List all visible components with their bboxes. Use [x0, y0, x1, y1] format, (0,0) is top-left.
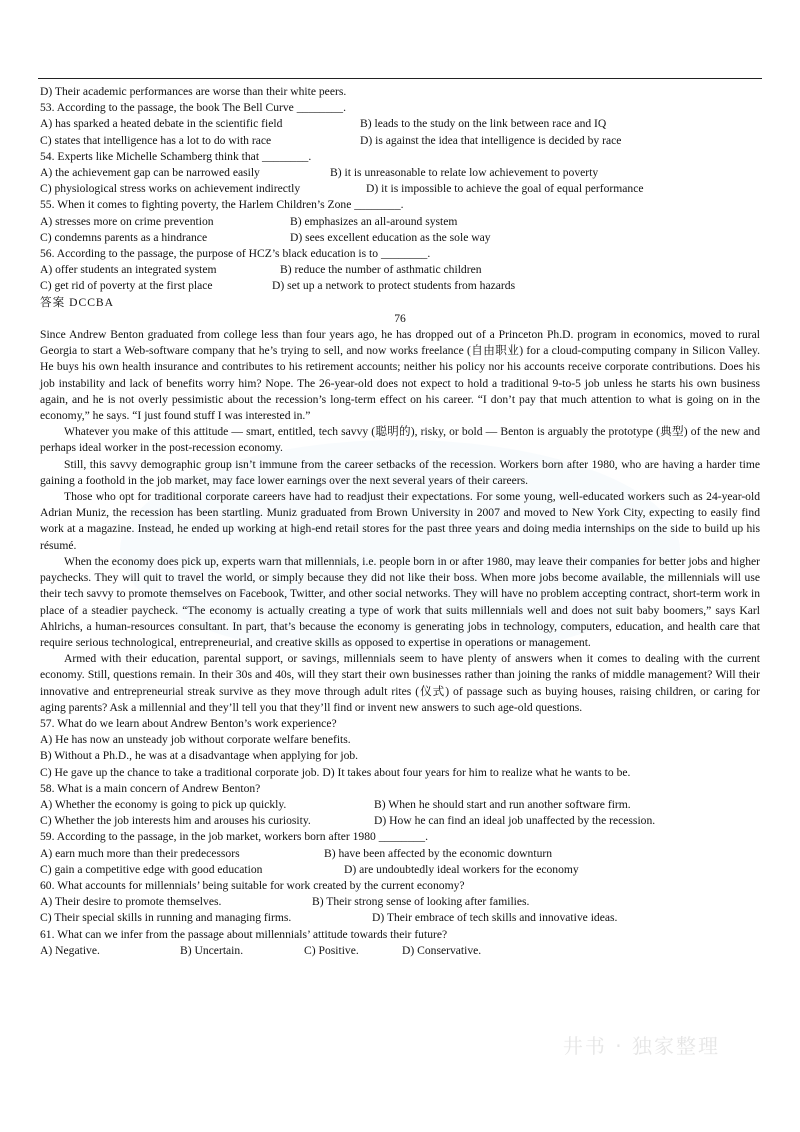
option-a: A) Negative.: [40, 943, 100, 957]
option-a: A) stresses more on crime prevention: [40, 214, 214, 228]
option-d: D) Conservative.: [402, 943, 482, 957]
option-d: D) How he can find an ideal job unaffected by the recession.: [374, 814, 656, 828]
question-53-options-row: [40, 116, 760, 132]
option-b: B) When he should start and run another software firm.: [374, 797, 631, 811]
question-61-stem: 61. What can we infer from the passage about millennials’ attitude towards their future?: [40, 927, 448, 941]
option-a: A) Their desire to promote themselves.: [40, 895, 222, 909]
passage-paragraph: Armed with their education, parental support, or savings, millennials seem to have plenty of answers when it comes to dealing with the current economy. Still, questions remain. In their 30s and 40s, will they start their own businesses rather than joining the ranks of middle management? Will their innovative and entrepreneurial streak survive as they move through adult rites (仪式) of passage such as buying houses, raising children, or caring for aging parents? Ask a millennial and they’ll tell you that they’ll find or invent new answers to such age-old questions.: [40, 652, 760, 714]
option-a: A) Whether the economy is going to pick up quickly.: [40, 797, 287, 811]
question-59-options-row: [40, 846, 760, 862]
question-57-options-cd: C) He gave up the chance to take a traditional corporate job. D) It takes about four years for him to realize what he wants to be.: [40, 765, 631, 779]
question-56-options-row: [40, 278, 760, 294]
option-b: B) have been affected by the economic downturn: [324, 846, 553, 860]
question-61-options-row: [40, 943, 760, 959]
section-number: 76: [394, 311, 406, 325]
option-d: D) set up a network to protect students from hazards: [272, 279, 516, 293]
option-c: C) Their special skills in running and managing firms.: [40, 911, 292, 925]
question-57-stem: 57. What do we learn about Andrew Benton’s work experience?: [40, 716, 337, 730]
watermark-text: 井书 · 独家整理: [562, 1034, 720, 1058]
option-c: C) get rid of poverty at the first place: [40, 279, 213, 293]
question-56-stem: 56. According to the passage, the purpose of HCZ’s black education is to ________.: [40, 247, 431, 261]
question-55-stem: 55. When it comes to fighting poverty, the Harlem Children’s Zone ________.: [40, 198, 404, 212]
question-52-option-d: D) Their academic performances are worse than their white peers.: [40, 85, 347, 98]
option-c: C) condemns parents as a hindrance: [40, 230, 208, 244]
question-59-options-row: [40, 862, 760, 878]
header-rule: [38, 78, 762, 79]
question-58-stem: 58. What is a main concern of Andrew Benton?: [40, 781, 261, 795]
question-57-option-b: B) Without a Ph.D., he was at a disadvantage when applying for job.: [40, 749, 359, 763]
passage-paragraph: Those who opt for traditional corporate careers have had to readjust their expectations. For some young, well-educated workers such as 24-year-old Adrian Muniz, the recession has been startling. Muniz graduated from Brown University in 2007 and moved to New York City, expecting to easily find work at a magazine. Instead, he ended up working at high-end retail stores for the past three years and doing media internships on the side to build up his résumé.: [40, 490, 760, 552]
question-56-options-row: [40, 262, 760, 278]
question-53-stem: 53. According to the passage, the book The Bell Curve ________.: [40, 101, 346, 115]
option-c: C) Positive.: [304, 943, 359, 957]
passage-paragraph: When the economy does pick up, experts warn that millennials, i.e. people born in or after 1980, may leave their companies for better jobs and higher paychecks. They will quit to travel the world, or simply because they did not like their boss. When more jobs become available, the millennials will use their tech savvy to promote themselves on Facebook, Twitter, and other social networks. They will have no problem accepting contract, short-term work in place of a steadier paycheck. “The economy is actually creating a type of work that suits millennials well and does not suit baby boomers,” says Karl Ahlrichs, a human-resources consultant. In part, that’s because the economy is generating jobs in technology, computers, education, and health care that require serious technological, entrepreneurial, and creative skills as opposed to expertise in operations or management.: [40, 554, 760, 649]
option-b: B) Uncertain.: [180, 943, 244, 957]
answer-key: 答案 DCCBA: [40, 295, 115, 309]
option-d: D) sees excellent education as the sole way: [290, 230, 491, 244]
question-53-options-row: [40, 133, 760, 149]
option-b: B) reduce the number of asthmatic children: [280, 263, 482, 277]
option-b: B) it is unreasonable to relate low achievement to poverty: [330, 166, 599, 180]
question-58-options-row: [40, 797, 760, 813]
question-55-options-row: [40, 214, 760, 230]
option-d: D) is against the idea that intelligence is decided by race: [360, 133, 622, 147]
question-57-option-a: A) He has now an unsteady job without corporate welfare benefits.: [40, 733, 351, 747]
question-54-options-row: [40, 181, 760, 197]
option-c: C) gain a competitive edge with good education: [40, 862, 263, 876]
option-b: B) emphasizes an all-around system: [290, 214, 458, 228]
option-a: A) has sparked a heated debate in the scientific field: [40, 117, 283, 131]
question-60-options-row: [40, 894, 760, 910]
question-60-options-row: [40, 910, 760, 926]
page-content: [40, 84, 760, 959]
option-a: A) earn much more than their predecessors: [40, 846, 240, 860]
option-a: A) the achievement gap can be narrowed easily: [40, 166, 260, 180]
option-c: C) physiological stress works on achievement indirectly: [40, 182, 301, 196]
option-a: A) offer students an integrated system: [40, 263, 217, 277]
option-d: D) it is impossible to achieve the goal of equal performance: [366, 182, 644, 196]
question-55-options-row: [40, 230, 760, 246]
option-c: C) states that intelligence has a lot to do with race: [40, 133, 272, 147]
question-58-options-row: [40, 813, 760, 829]
passage-paragraph: Still, this savvy demographic group isn’t immune from the career setbacks of the recession. Workers born after 1980, who are having a harder time gaining a foothold in the job market, may face lower earnings over the next several years of their careers.: [40, 457, 760, 487]
question-60-stem: 60. What accounts for millennials’ being suitable for work created by the current economy?: [40, 878, 465, 892]
question-59-stem: 59. According to the passage, in the job market, workers born after 1980 ________.: [40, 830, 428, 844]
option-d: D) Their embrace of tech skills and innovative ideas.: [372, 911, 618, 925]
option-b: B) leads to the study on the link between race and IQ: [360, 117, 607, 131]
question-54-options-row: [40, 165, 760, 181]
option-b: B) Their strong sense of looking after families.: [312, 895, 530, 909]
option-c: C) Whether the job interests him and arouses his curiosity.: [40, 814, 311, 828]
passage-paragraph: Since Andrew Benton graduated from college less than four years ago, he has dropped out of a Princeton Ph.D. program in economics, moved to rural Georgia to start a Web-software company that he’s trying to sell, and now works freelance (自由职业) for a cloud-computing company in Silicon Valley. He buys his own health insurance and contributes to his retirement accounts; neither his policy nor his accounts receive corporate contributions. Does his job instability and lack of benefits worry him? Nope. The 26-year-old does not expect to hold a traditional 9-to-5 job unless he starts his own business again, and he is not overly pessimistic about the recession’s long-term effect on his career. “I don’t pay that much attention to what is going on in the economy,” he says. “I just found stuff I was interested in.”: [40, 328, 760, 423]
question-54-stem: 54. Experts like Michelle Schamberg think that ________.: [40, 149, 312, 163]
option-d: D) are undoubtedly ideal workers for the economy: [344, 862, 579, 876]
passage-paragraph: Whatever you make of this attitude — smart, entitled, tech savvy (聪明的), risky, or bold — Benton is arguably the prototype (典型) of the new and perhaps ideal worker in the post-recession economy.: [40, 425, 760, 455]
